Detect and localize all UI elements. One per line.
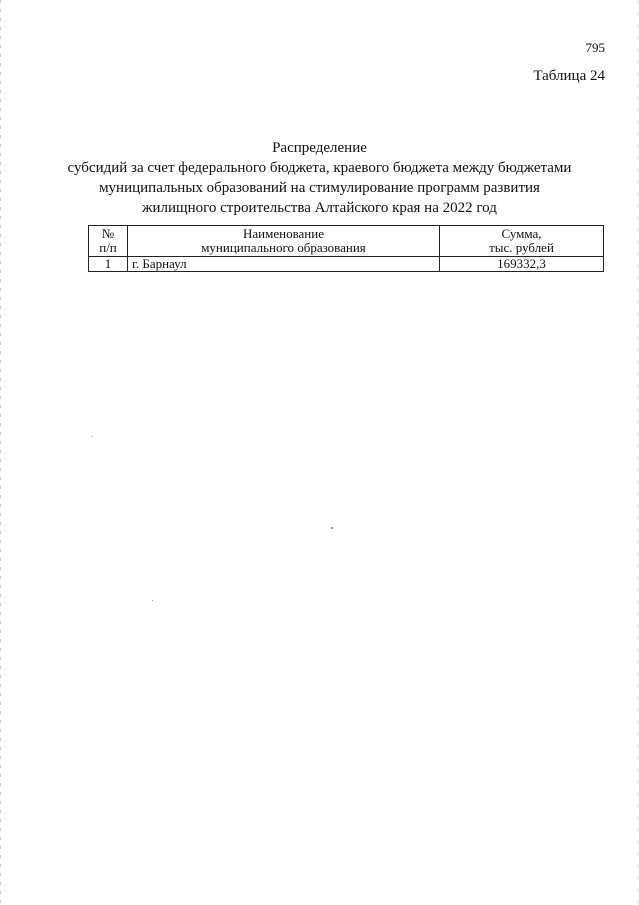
header-name-line-2: муниципального образования [201,240,366,255]
header-number [89,226,128,257]
scan-speck [152,600,153,601]
header-sum-line-2: тыс. рублей [489,240,554,255]
distribution-table [88,225,604,272]
heading-title: Распределение [272,140,367,156]
page-number: 795 [585,40,605,55]
row-municipality: г. Барнаул [128,257,440,272]
table-body [89,257,604,272]
scan-speck [92,436,93,437]
table-row [89,257,604,272]
header-number-symbol: № [101,226,115,241]
scan-speck [331,527,333,529]
table-header [89,226,604,257]
table-label: Таблица 24 [533,68,605,84]
heading-line-4: жилищного строительства Алтайского края на 2022 год [142,200,497,216]
heading-line-3: муниципальных образований на стимулирование программ развития [99,180,540,196]
header-sum [440,226,604,257]
header-sum-line-1: Сумма, [501,226,542,241]
header-name [128,226,440,257]
row-amount: 169332,3 [440,257,604,272]
header-row [89,226,604,257]
document-heading [0,138,639,218]
header-number-abbr: п/п [99,240,117,255]
heading-line-2: субсидий за счет федерального бюджета, краевого бюджета между бюджетами [67,160,572,176]
header-name-line-1: Наименование [243,226,324,241]
row-number: 1 [89,257,128,272]
scan-edge-left [0,0,1,905]
